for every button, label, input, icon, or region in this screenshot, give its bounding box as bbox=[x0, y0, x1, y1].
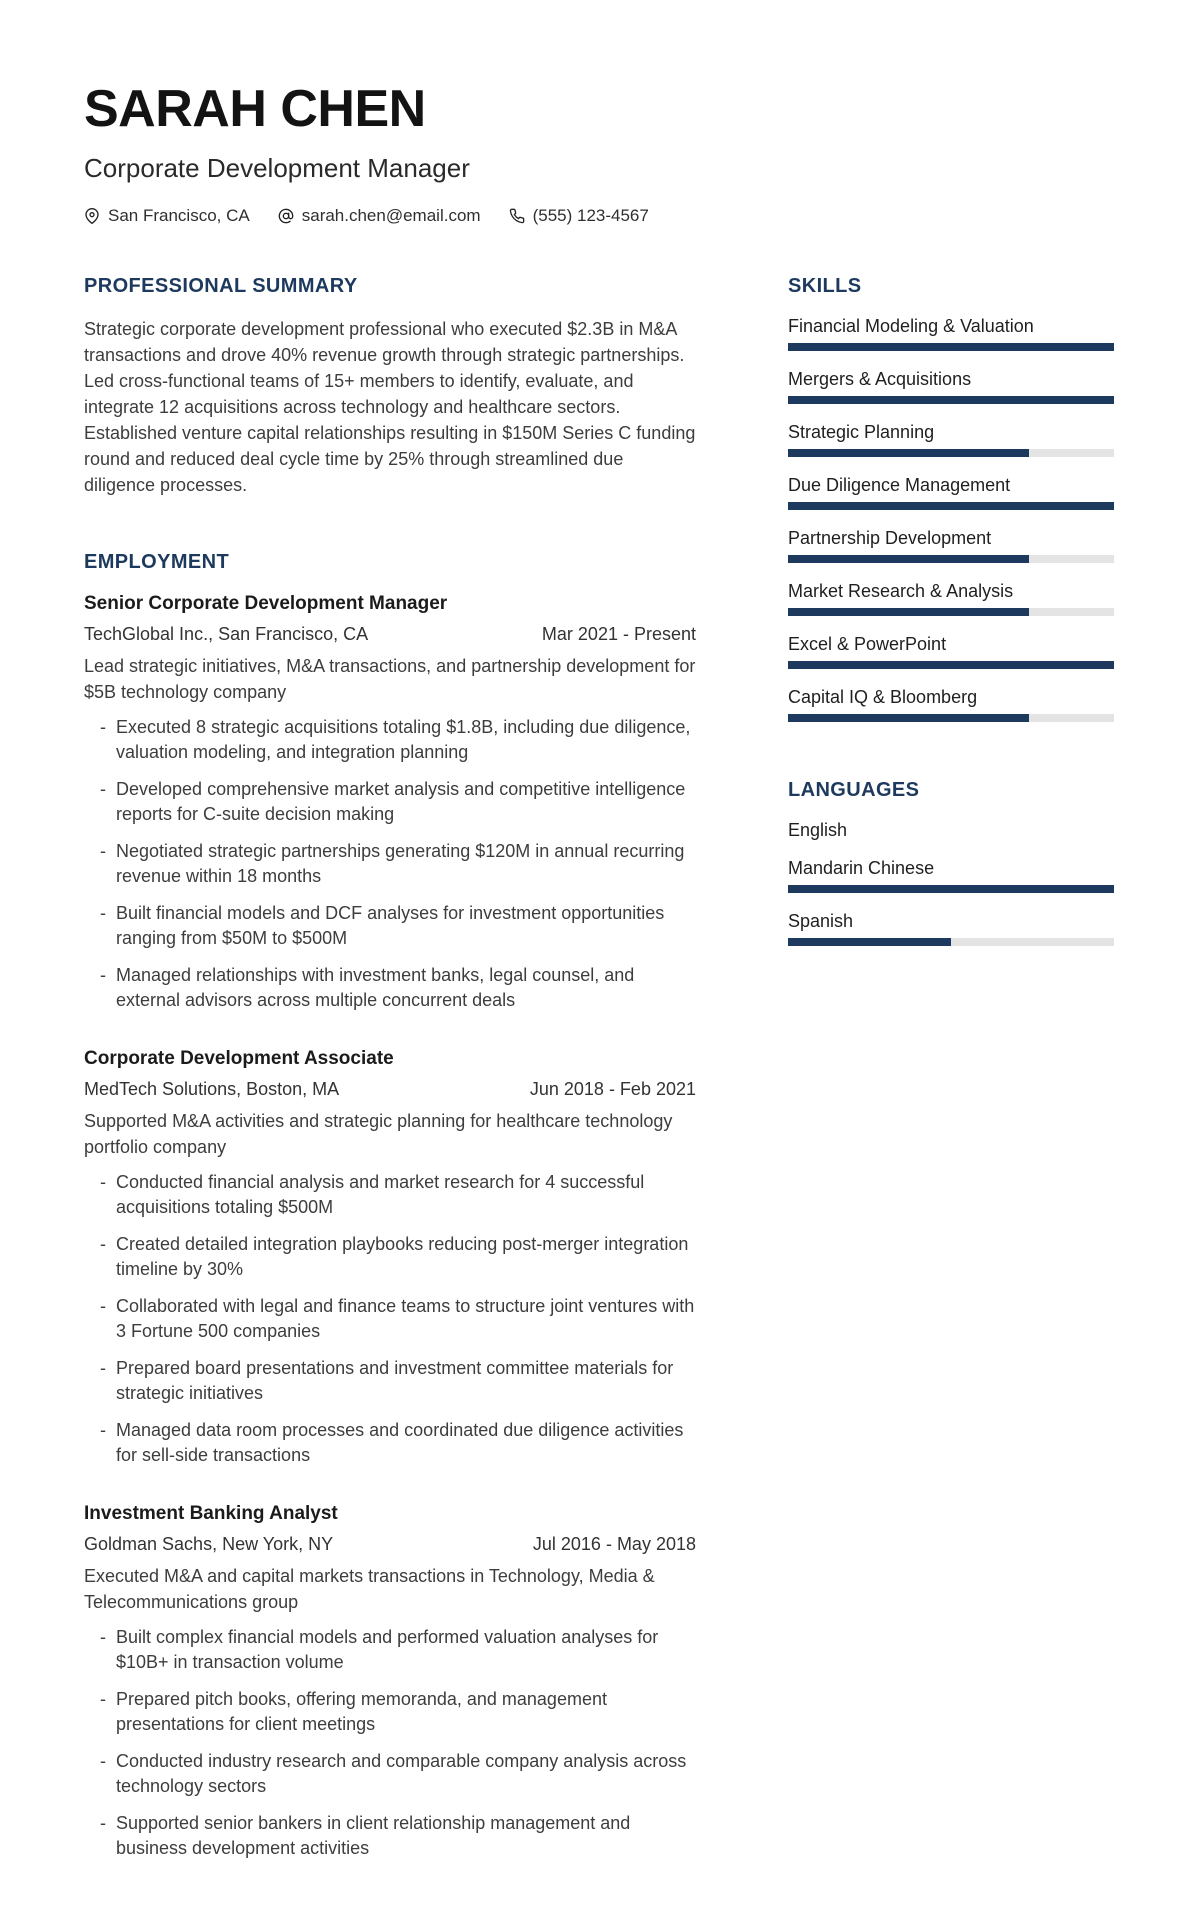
job-title: Corporate Development Associate bbox=[84, 1047, 394, 1069]
job-dates: Jul 2016 - May 2018 bbox=[532, 1533, 696, 1554]
skill-bar-track bbox=[788, 449, 1114, 457]
skill-item bbox=[788, 685, 1114, 722]
contact-phone bbox=[509, 206, 649, 226]
bullet-text: Created detailed integration playbooks reducing post-merger integration timeline by 30% bbox=[116, 1234, 689, 1280]
skill-bar-fill bbox=[788, 343, 1114, 351]
bullet-text: Executed 8 strategic acquisitions totaling $1.8B, including due diligence, valuation modeling, and integration planning bbox=[116, 716, 691, 762]
bullet-text: Managed relationships with investment banks, legal counsel, and external advisors across multiple concurrent deals bbox=[116, 964, 635, 1010]
skill-item bbox=[788, 367, 1114, 404]
job-company: Goldman Sachs, New York, NY bbox=[84, 1533, 334, 1554]
job-bullet bbox=[84, 1625, 696, 1675]
contact-location bbox=[84, 206, 250, 226]
job-entry bbox=[84, 592, 696, 1013]
job-bullet bbox=[84, 1687, 696, 1737]
contact-phone-text: (555) 123-4567 bbox=[532, 205, 649, 225]
at-sign-icon bbox=[278, 208, 294, 224]
bullet-marker: - bbox=[100, 1813, 106, 1834]
location-pin-icon bbox=[84, 208, 100, 224]
language-bar-track bbox=[788, 938, 1114, 946]
job-bullet bbox=[84, 1356, 696, 1406]
bullet-marker: - bbox=[100, 1689, 106, 1710]
job-dates: Mar 2021 - Present bbox=[541, 623, 696, 644]
bullet-text: Collaborated with legal and finance teams to structure joint ventures with 3 Fortune 500 companies bbox=[116, 1296, 695, 1342]
job-description: Supported M&A activities and strategic planning for healthcare technology portfolio company bbox=[84, 1111, 673, 1158]
skill-bar-fill bbox=[788, 608, 1029, 616]
bullet-marker: - bbox=[100, 1172, 106, 1193]
skill-label: Financial Modeling & Valuation bbox=[788, 315, 1034, 336]
phone-icon bbox=[509, 208, 525, 224]
candidate-job-title: Corporate Development Manager bbox=[84, 152, 470, 183]
job-bullet bbox=[84, 901, 696, 951]
bullet-marker: - bbox=[100, 1627, 106, 1648]
job-description: Lead strategic initiatives, M&A transactions, and partnership development for $5B technology company bbox=[84, 655, 696, 702]
job-bullet bbox=[84, 715, 696, 765]
skill-label: Partnership Development bbox=[788, 527, 992, 548]
skill-label: Due Diligence Management bbox=[788, 474, 1011, 495]
language-bar-fill bbox=[788, 938, 951, 946]
skill-bar-fill bbox=[788, 661, 1114, 669]
right-column bbox=[788, 274, 1114, 962]
language-label: Spanish bbox=[788, 910, 854, 931]
skill-bar-fill bbox=[788, 714, 1029, 722]
job-entry bbox=[84, 1047, 696, 1468]
languages-section bbox=[788, 778, 1114, 946]
bullet-marker: - bbox=[100, 716, 106, 737]
bullet-text: Built complex financial models and performed valuation analyses for $10B+ in transaction volume bbox=[116, 1627, 659, 1673]
bullet-marker: - bbox=[100, 840, 106, 861]
skill-bar-track bbox=[788, 502, 1114, 510]
job-bullet bbox=[84, 1418, 696, 1468]
bullet-text: Supported senior bankers in client relationship management and business development activities bbox=[116, 1813, 631, 1859]
content-columns bbox=[84, 274, 1114, 1861]
language-item bbox=[788, 856, 1114, 893]
left-column bbox=[84, 274, 696, 1861]
skill-bar-fill bbox=[788, 555, 1029, 563]
job-bullet bbox=[84, 1294, 696, 1344]
skill-item bbox=[788, 314, 1114, 351]
languages-heading: LANGUAGES bbox=[788, 778, 920, 801]
bullet-marker: - bbox=[100, 964, 106, 985]
job-entry bbox=[84, 1502, 696, 1861]
skills-section bbox=[788, 274, 1114, 722]
language-label: English bbox=[788, 819, 848, 840]
jobs-list bbox=[84, 592, 696, 1861]
bullet-text: Prepared board presentations and investment committee materials for strategic initiatives bbox=[116, 1358, 674, 1404]
summary-section bbox=[84, 274, 696, 498]
job-bullet bbox=[84, 1749, 696, 1799]
bullet-text: Prepared pitch books, offering memoranda, and management presentations for client meetings bbox=[116, 1689, 607, 1735]
job-meta-row bbox=[84, 1533, 696, 1556]
employment-section bbox=[84, 550, 696, 1861]
job-title: Investment Banking Analyst bbox=[84, 1503, 338, 1525]
skill-item bbox=[788, 526, 1114, 563]
job-description: Executed M&A and capital markets transactions in Technology, Media & Telecommunications group bbox=[84, 1566, 655, 1613]
job-bullet bbox=[84, 1232, 696, 1282]
bullet-marker: - bbox=[100, 1420, 106, 1441]
skill-item bbox=[788, 473, 1114, 510]
job-dates: Jun 2018 - Feb 2021 bbox=[529, 1078, 696, 1099]
job-bullets bbox=[84, 1625, 696, 1861]
employment-heading: EMPLOYMENT bbox=[84, 550, 230, 573]
skill-bar-fill bbox=[788, 396, 1114, 404]
contact-email bbox=[278, 206, 481, 226]
bullet-text: Developed comprehensive market analysis and competitive intelligence reports for C-suite decision making bbox=[116, 778, 686, 824]
skill-label: Mergers & Acquisitions bbox=[788, 368, 972, 389]
skill-item bbox=[788, 420, 1114, 457]
skill-bar-fill bbox=[788, 449, 1029, 457]
job-bullet bbox=[84, 1170, 696, 1220]
candidate-name: SARAH CHEN bbox=[84, 80, 426, 138]
skill-label: Market Research & Analysis bbox=[788, 580, 1014, 601]
summary-text: Strategic corporate development professional who executed $2.3B in M&A transactions and drove 40% revenue growth through strategic partnerships. Led cross-functional teams of 15+ members to identify, evaluate, and integrate 12 acquisitions across technology and healthcare sectors. Established venture capital relationships resulting in $150M Series C funding round and reduced deal cycle time by 25% through streamlined due diligence processes. bbox=[84, 318, 696, 495]
skill-label: Strategic Planning bbox=[788, 421, 935, 442]
job-company: MedTech Solutions, Boston, MA bbox=[84, 1078, 340, 1099]
bullet-marker: - bbox=[100, 1234, 106, 1255]
skill-item bbox=[788, 632, 1114, 669]
skill-label: Excel & PowerPoint bbox=[788, 633, 947, 654]
skill-bar-track bbox=[788, 714, 1114, 722]
bullet-marker: - bbox=[100, 1358, 106, 1379]
bullet-marker: - bbox=[100, 1751, 106, 1772]
job-bullets bbox=[84, 715, 696, 1013]
bullet-text: Negotiated strategic partnerships generating $120M in annual recurring revenue within 18 months bbox=[116, 840, 685, 886]
bullet-text: Built financial models and DCF analyses for investment opportunities ranging from $50M to $500M bbox=[116, 902, 665, 948]
job-bullet bbox=[84, 963, 696, 1013]
contact-email-text: sarah.chen@email.com bbox=[301, 205, 481, 225]
skill-bar-track bbox=[788, 608, 1114, 616]
skill-bar-track bbox=[788, 343, 1114, 351]
skills-heading: SKILLS bbox=[788, 274, 862, 297]
skill-label: Capital IQ & Bloomberg bbox=[788, 686, 978, 707]
contact-row bbox=[84, 206, 1114, 226]
languages-list bbox=[788, 818, 1114, 946]
language-label: Mandarin Chinese bbox=[788, 857, 935, 878]
job-bullets bbox=[84, 1170, 696, 1468]
job-meta-row bbox=[84, 623, 696, 646]
contact-location-text: San Francisco, CA bbox=[108, 205, 250, 225]
skill-item bbox=[788, 579, 1114, 616]
skill-bar-fill bbox=[788, 502, 1114, 510]
job-meta-row bbox=[84, 1078, 696, 1101]
bullet-text: Conducted financial analysis and market research for 4 successful acquisitions totaling $500M bbox=[116, 1172, 645, 1218]
job-bullet bbox=[84, 777, 696, 827]
skills-list bbox=[788, 314, 1114, 722]
bullet-marker: - bbox=[100, 778, 106, 799]
bullet-text: Conducted industry research and comparable company analysis across technology sectors bbox=[116, 1751, 687, 1797]
job-bullet bbox=[84, 839, 696, 889]
language-bar-fill bbox=[788, 885, 1114, 893]
resume-header bbox=[84, 82, 1114, 226]
job-company: TechGlobal Inc., San Francisco, CA bbox=[84, 623, 369, 644]
language-bar-track bbox=[788, 885, 1114, 893]
summary-heading: PROFESSIONAL SUMMARY bbox=[84, 274, 358, 297]
skill-bar-track bbox=[788, 396, 1114, 404]
job-title: Senior Corporate Development Manager bbox=[84, 592, 448, 614]
job-bullet bbox=[84, 1811, 696, 1861]
skill-bar-track bbox=[788, 661, 1114, 669]
bullet-marker: - bbox=[100, 902, 106, 923]
language-item bbox=[788, 909, 1114, 946]
bullet-text: Managed data room processes and coordinated due diligence activities for sell-side transactions bbox=[116, 1420, 684, 1466]
bullet-marker: - bbox=[100, 1296, 106, 1317]
skill-bar-track bbox=[788, 555, 1114, 563]
language-item bbox=[788, 818, 1114, 842]
